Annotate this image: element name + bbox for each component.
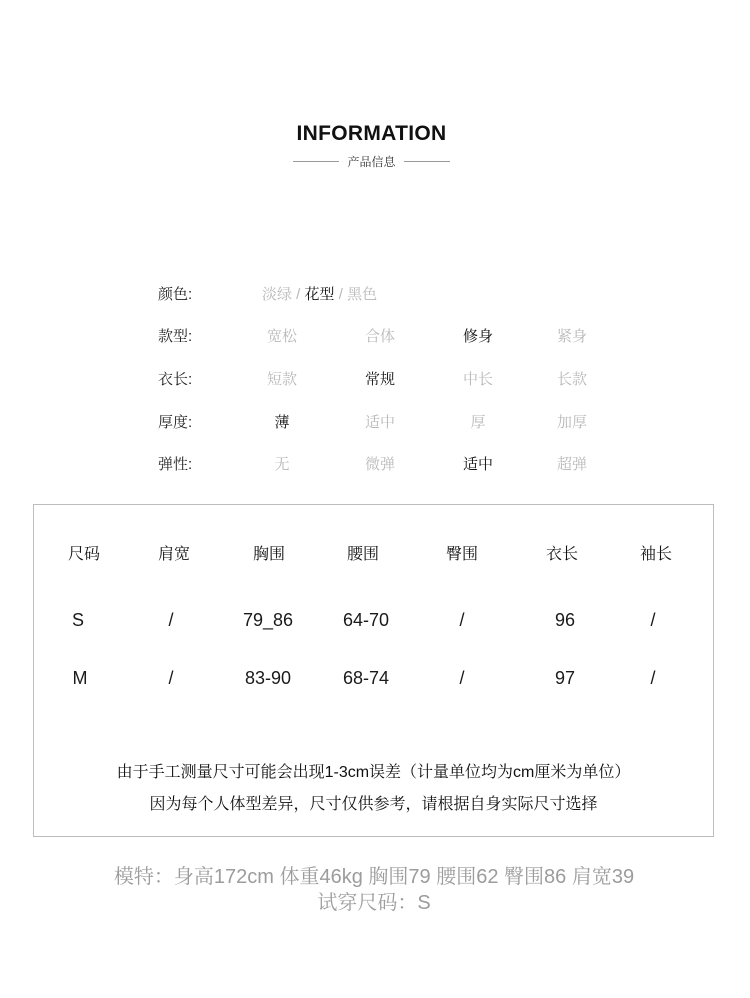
length-option-2: 中长 bbox=[462, 371, 493, 388]
attr-row-elasticity bbox=[0, 453, 750, 477]
thickness-option-0: 薄 bbox=[274, 414, 290, 431]
divider-right bbox=[404, 161, 450, 162]
measurement-note: 由于手工测量尺寸可能会出现1-3cm误差（计量单位均为cm厘米为单位） bbox=[116, 764, 631, 781]
size-header-waist: 腰围 bbox=[346, 546, 379, 563]
size-row-s bbox=[34, 610, 713, 634]
length-option-3: 长款 bbox=[556, 371, 587, 388]
size-header-sleeve: 袖长 bbox=[639, 546, 672, 563]
size-cell: / bbox=[650, 610, 656, 630]
size-header-shoulder: 肩宽 bbox=[157, 546, 190, 563]
elasticity-option-1: 微弹 bbox=[364, 456, 395, 473]
size-cell: 97 bbox=[554, 668, 576, 688]
thickness-option-3: 加厚 bbox=[556, 414, 587, 431]
size-header-length: 衣长 bbox=[545, 546, 578, 563]
thickness-option-2: 厚 bbox=[470, 414, 486, 431]
subtitle-row bbox=[0, 152, 743, 170]
model-try-size: 试穿尺码：S bbox=[317, 892, 431, 914]
size-header-hip: 臀围 bbox=[445, 546, 478, 563]
size-cell: / bbox=[168, 668, 174, 688]
color-option-0: 淡绿 bbox=[262, 286, 293, 303]
color-separator: / bbox=[292, 286, 305, 303]
elasticity-option-3: 超弹 bbox=[556, 456, 587, 473]
elasticity-option-0: 无 bbox=[274, 456, 290, 473]
size-cell: 64-70 bbox=[342, 610, 390, 630]
divider-left bbox=[293, 161, 339, 162]
attr-label-fit: 款型: bbox=[158, 328, 193, 345]
color-separator: / bbox=[334, 286, 348, 303]
fit-option-1: 合体 bbox=[364, 328, 395, 345]
elasticity-option-2: 适中 bbox=[462, 456, 493, 473]
size-cell: M bbox=[72, 668, 88, 688]
size-cell: 79_86 bbox=[242, 610, 294, 630]
size-header-bust: 胸围 bbox=[252, 546, 285, 563]
length-option-0: 短款 bbox=[266, 371, 297, 388]
attr-label-color: 颜色: bbox=[158, 286, 193, 303]
attr-label-elasticity: 弹性: bbox=[158, 456, 193, 473]
size-row-m bbox=[34, 668, 713, 692]
page-subtitle: 产品信息 bbox=[347, 154, 396, 169]
model-info: 模特：身高172cm 体重46kg 胸围79 腰围62 臀围86 肩宽39 bbox=[113, 866, 635, 888]
page-title: INFORMATION bbox=[296, 122, 447, 145]
fit-option-3: 紧身 bbox=[556, 328, 587, 345]
thickness-option-1: 适中 bbox=[364, 414, 395, 431]
size-cell: / bbox=[459, 610, 465, 630]
fit-option-2: 修身 bbox=[462, 328, 493, 345]
attr-label-thickness: 厚度: bbox=[158, 414, 193, 431]
length-option-1: 常规 bbox=[364, 371, 395, 388]
size-cell: / bbox=[168, 610, 174, 630]
size-cell: / bbox=[650, 668, 656, 688]
color-options bbox=[262, 283, 377, 304]
size-cell: / bbox=[459, 668, 465, 688]
attr-row-thickness bbox=[0, 411, 750, 435]
fit-disclaimer-note: 因为每个人体型差异，尺寸仅供参考，请根据自身实际尺寸选择 bbox=[149, 796, 598, 813]
size-cell: S bbox=[71, 610, 84, 630]
attr-row-fit bbox=[0, 325, 750, 349]
attr-row-color bbox=[0, 283, 750, 307]
size-table bbox=[33, 504, 714, 837]
size-cell: 96 bbox=[554, 610, 576, 630]
size-cell: 68-74 bbox=[342, 668, 390, 688]
fit-option-0: 宽松 bbox=[266, 328, 297, 345]
color-option-1: 花型 bbox=[304, 286, 335, 303]
attr-row-length bbox=[0, 368, 750, 392]
size-cell: 83-90 bbox=[244, 668, 292, 688]
color-option-2: 黑色 bbox=[347, 286, 378, 303]
attr-label-length: 衣长: bbox=[158, 371, 193, 388]
size-header-size: 尺码 bbox=[67, 546, 100, 563]
